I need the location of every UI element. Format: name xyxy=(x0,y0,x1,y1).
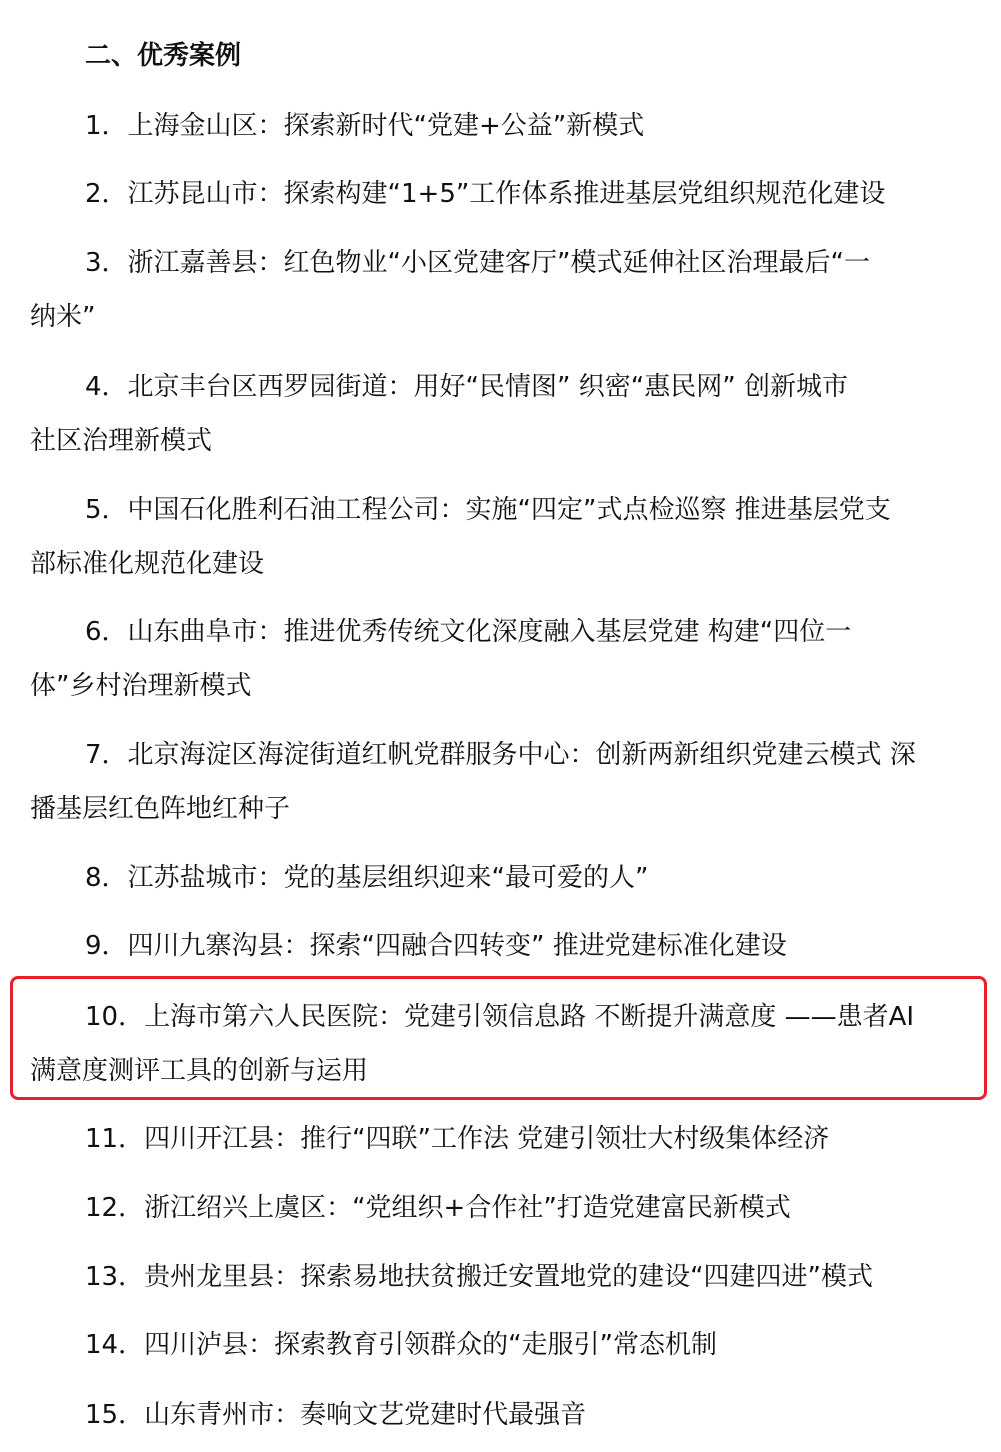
case-line: 2．江苏昆山市：探索构建“1+5”工作体系推进基层党组织规范化建设 xyxy=(85,179,886,209)
case-line: 4．北京丰台区西罗园街道：用好“民情图” 织密“惠民网” 创新城市 xyxy=(85,372,848,402)
case-item-7 xyxy=(30,728,950,836)
case-item-1 xyxy=(30,99,950,153)
case-line: 13．贵州龙里县：探索易地扶贫搬迁安置地党的建设“四建四进”模式 xyxy=(85,1262,874,1292)
case-line: 6．山东曲阜市：推进优秀传统文化深度融入基层党建 构建“四位一 xyxy=(85,617,852,647)
case-line: 播基层红色阵地红种子 xyxy=(30,794,291,824)
case-item-6 xyxy=(30,605,950,713)
case-line: 12．浙江绍兴上虞区：“党组织+合作社”打造党建富民新模式 xyxy=(85,1193,791,1223)
section-heading: 二、优秀案例 xyxy=(85,41,242,71)
case-line: 7．北京海淀区海淀街道红帆党群服务中心：创新两新组织党建云模式 深 xyxy=(85,740,916,770)
case-line: 纳米” xyxy=(30,302,96,332)
case-item-3 xyxy=(30,236,950,344)
case-item-10 xyxy=(30,990,950,1098)
case-item-8 xyxy=(30,851,950,905)
case-item-13 xyxy=(30,1250,950,1304)
case-line: 8．江苏盐城市：党的基层组织迎来“最可爱的人” xyxy=(85,863,649,893)
case-item-12 xyxy=(30,1181,950,1235)
case-line: 9．四川九寨沟县：探索“四融合四转变” 推进党建标准化建设 xyxy=(85,931,787,961)
case-item-14 xyxy=(30,1318,950,1372)
case-item-5 xyxy=(30,483,950,591)
case-line: 10．上海市第六人民医院：党建引领信息路 不断提升满意度 ——患者AI xyxy=(85,1002,915,1032)
case-line: 体”乡村治理新模式 xyxy=(30,671,252,701)
case-line: 5．中国石化胜利石油工程公司：实施“四定”式点检巡察 推进基层党支 xyxy=(85,495,891,525)
case-item-15 xyxy=(30,1388,950,1442)
case-line: 11．四川开江县：推行“四联”工作法 党建引领壮大村级集体经济 xyxy=(85,1124,830,1154)
case-line: 15．山东青州市：奏响文艺党建时代最强音 xyxy=(85,1400,587,1430)
case-line: 1．上海金山区：探索新时代“党建+公益”新模式 xyxy=(85,111,645,141)
case-item-4 xyxy=(30,360,950,468)
case-line: 社区治理新模式 xyxy=(30,426,213,456)
case-item-11 xyxy=(30,1112,950,1166)
case-line: 满意度测评工具的创新与运用 xyxy=(30,1056,369,1086)
case-item-2 xyxy=(30,167,950,221)
case-item-9 xyxy=(30,919,950,973)
case-line: 部标准化规范化建设 xyxy=(30,549,265,579)
case-line: 3．浙江嘉善县：红色物业“小区党建客厅”模式延伸社区治理最后“一 xyxy=(85,248,870,278)
case-line: 14．四川泸县：探索教育引领群众的“走服引”常态机制 xyxy=(85,1330,718,1360)
